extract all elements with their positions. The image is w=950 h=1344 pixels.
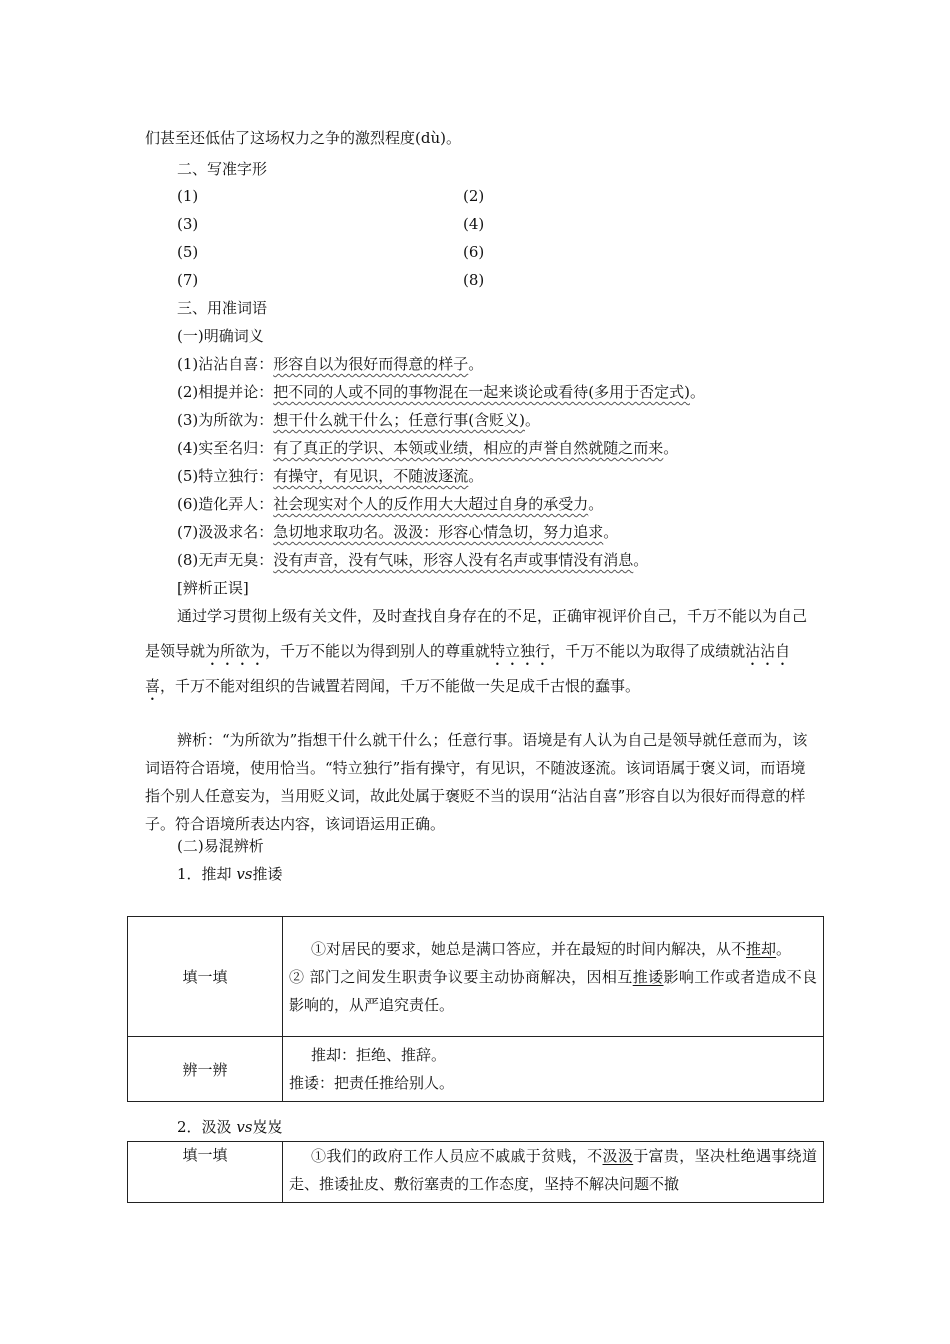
definition-item: (7)汲汲求名：急切地求取功名。汲汲：形容心情急切，努力追求。	[177, 523, 619, 541]
blank-7: (7)	[177, 271, 199, 289]
dotted-term: 为所欲为	[205, 642, 266, 660]
analysis-paragraph: 辨析：“为所欲为”指想干什么就干什么；任意行事。语境是有人认为自己是领导就任意而为，该词语符合语境，使用恰当。“特立独行”指有操守，有见识，不随波逐流。该词语属于褒义词，而语境指个别人任意妄为，当用贬义词，故此处属于褒贬不当的误用“沾沾自喜”形容自以为很好而得意的样子。符合语境所表达内容，该词语运用正确。	[145, 731, 808, 833]
blank-4: (4)	[463, 215, 485, 233]
definition-item: (3)为所欲为：想干什么就干什么；任意行事(含贬义)。	[177, 411, 540, 429]
section3-title: 三、用准词语	[177, 299, 268, 317]
blank-2: (2)	[463, 187, 485, 205]
dotted-term: 沾沾自喜	[145, 642, 791, 695]
pair2-table	[127, 1141, 824, 1203]
fill-label: 填一填	[128, 1142, 283, 1203]
definition-item: (8)无声无臭：没有声音，没有气味，形容人没有名声或事情没有消息。	[177, 551, 649, 569]
blank-6: (6)	[463, 243, 485, 261]
subsection-2-title: (二)易混辨析	[177, 837, 264, 855]
section2-title: 二、写准字形	[177, 160, 268, 178]
fill-label: 填一填	[128, 917, 283, 1037]
blank-8: (8)	[463, 271, 485, 289]
definition-item: (2)相提并论：把不同的人或不同的事物混在一起来谈论或看待(多用于否定式)。	[177, 383, 705, 401]
fill-content: ①对居民的要求，她总是满口答应，并在最短的时间内解决，从不推却。 ② 部门之间发生职责争议要主动协商解决，因相互推诿影响工作或者造成不良影响的，从严追究责任。	[283, 917, 824, 1037]
definition-item: (4)实至名归：有了真正的学识、本领或业绩，相应的声誉自然就随之而来。	[177, 439, 679, 457]
pair2-title: 2．汲汲 vs岌岌	[177, 1118, 283, 1136]
fill-content: ①我们的政府工作人员应不戚戚于贫贱，不汲汲于富贵，坚决杜绝遇事绕道走、推诿扯皮、敷衍塞责的工作态度，坚持不解决问题不撤	[283, 1142, 824, 1203]
intro-line: 们甚至还低估了这场权力之争的激烈程度(dù)。	[145, 129, 461, 147]
distinguish-content: 推却：拒绝、推辞。 推诿：把责任推给别人。	[283, 1037, 824, 1102]
dotted-term: 特立独行	[490, 642, 551, 660]
pair1-table	[127, 916, 824, 1102]
definition-item: (6)造化弄人：社会现实对个人的反作用大大超过自身的承受力。	[177, 495, 604, 513]
blank-5: (5)	[177, 243, 199, 261]
definition-item: (1)沾沾自喜：形容自以为很好而得意的样子。	[177, 355, 484, 373]
subsection-1-title: (一)明确词义	[177, 327, 264, 345]
distinguish-label: 辨一辨	[128, 1037, 283, 1102]
correction-paragraph: 通过学习贯彻上级有关文件，及时查找自身存在的不足，正确审视评价自己，千万不能以为自己是领导就为所欲为，千万不能以为得到别人的尊重就特立独行，千万不能以为取得了成绩就沾沾自喜，千万不能对组织的告诫置若罔闻，千万不能做一失足成千古恨的蠢事。	[145, 607, 808, 695]
definition-item: (5)特立独行：有操守，有见识，不随波逐流。	[177, 467, 484, 485]
correction-heading: [辨析正误]	[177, 579, 249, 597]
blank-1: (1)	[177, 187, 199, 205]
blank-3: (3)	[177, 215, 199, 233]
pair1-title: 1．推却 vs推诿	[177, 865, 283, 883]
